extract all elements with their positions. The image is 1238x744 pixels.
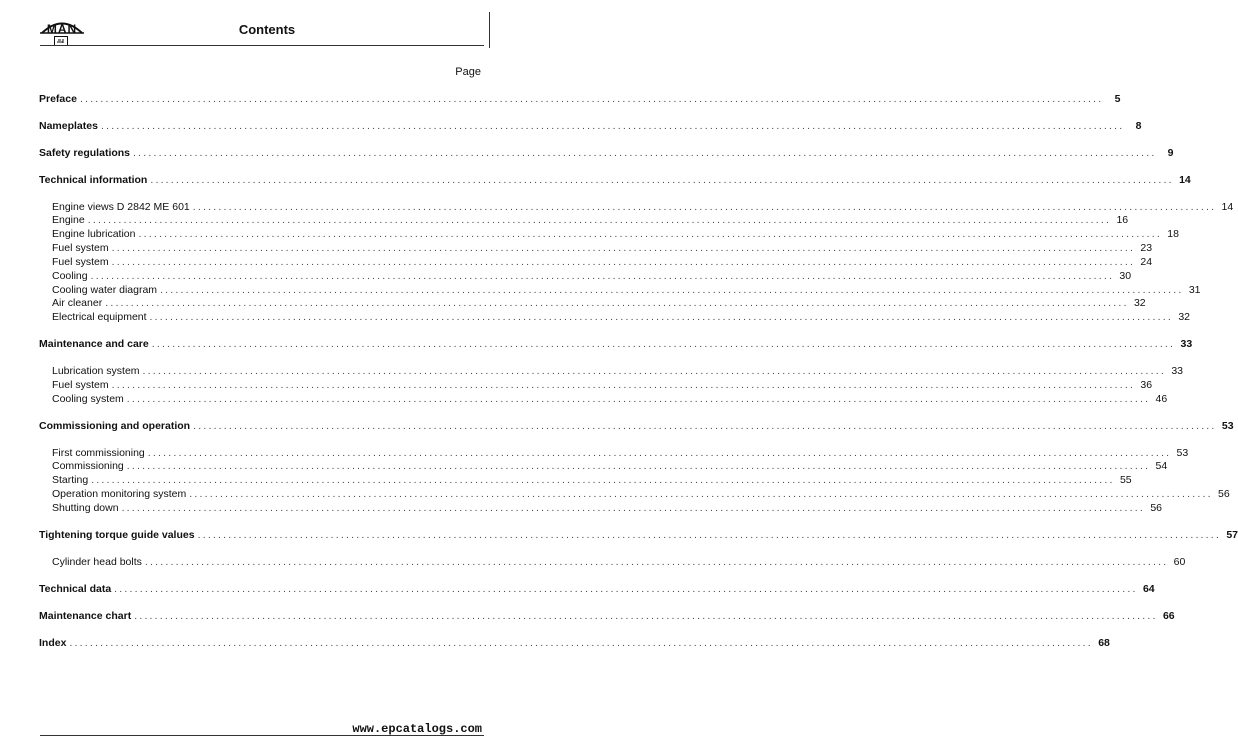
toc-entry-label: Air cleaner xyxy=(52,297,103,309)
toc-entry-page: 14 xyxy=(1221,201,1234,213)
dot-leader: ........................................................................................................................................................................................................ xyxy=(126,460,1151,472)
dot-leader: ........................................................................................................................................................................................................ xyxy=(111,256,1136,268)
toc-entry-page: 31 xyxy=(1188,284,1201,296)
toc-entry-page: 18 xyxy=(1167,228,1179,240)
toc-subsection-entry[interactable] xyxy=(52,555,1186,569)
toc-entry-page: 5 xyxy=(1114,93,1121,105)
toc-section-entry[interactable] xyxy=(39,636,1110,650)
toc-entry-label: Index xyxy=(39,637,67,649)
footer-rule xyxy=(40,735,484,736)
toc-section-entry[interactable] xyxy=(39,337,1193,351)
toc-section-entry[interactable] xyxy=(39,173,1191,187)
toc-section-entry[interactable] xyxy=(39,528,1238,542)
dot-leader: ........................................................................................................................................................................................................ xyxy=(144,556,1169,568)
toc-entry-page: 68 xyxy=(1098,637,1110,649)
toc-entry-page: 8 xyxy=(1135,120,1142,132)
toc-entry-page: 53 xyxy=(1176,447,1189,459)
dot-leader: ........................................................................................................................................................................................................ xyxy=(193,420,1217,432)
dot-leader: ........................................................................................................................................................................................................ xyxy=(134,610,1158,622)
toc-entry-label: Electrical equipment xyxy=(52,311,147,323)
toc-entry-label: Cooling xyxy=(52,270,88,282)
dot-leader: ........................................................................................................................................................................................................ xyxy=(111,379,1136,391)
dot-leader: ........................................................................................................................................................................................................ xyxy=(69,637,1093,649)
dot-leader: ........................................................................................................................................................................................................ xyxy=(111,242,1136,254)
dot-leader: ........................................................................................................................................................................................................ xyxy=(105,297,1129,309)
toc-entry-label: Engine views D 2842 ME 601 xyxy=(52,201,190,213)
toc-entry-label: Starting xyxy=(52,474,89,486)
toc-subsection-entry[interactable] xyxy=(52,296,1146,310)
toc-section-entry[interactable] xyxy=(39,582,1155,596)
toc-entry-label: Cooling system xyxy=(52,393,124,405)
toc-entry-label: Commissioning and operation xyxy=(39,420,191,432)
toc-subsection-entry[interactable] xyxy=(52,255,1153,269)
toc-subsection-entry[interactable] xyxy=(52,227,1179,241)
toc-entry-page: 33 xyxy=(1171,365,1183,377)
toc-section-entry[interactable] xyxy=(39,146,1174,160)
toc-entry-page: 60 xyxy=(1173,556,1186,568)
dot-leader: ........................................................................................................................................................................................................ xyxy=(133,147,1157,159)
dot-leader: ........................................................................................................................................................................................................ xyxy=(87,214,1112,226)
toc-entry-page: 32 xyxy=(1178,311,1190,323)
toc-subsection-entry[interactable] xyxy=(52,200,1234,214)
toc-entry-page: 66 xyxy=(1162,610,1175,622)
toc-entry-label: Maintenance and care xyxy=(39,338,149,350)
toc-entry-label: Fuel system xyxy=(52,242,109,254)
toc-entry-page: 53 xyxy=(1221,420,1234,432)
dot-leader: ........................................................................................................................................................................................................ xyxy=(138,228,1162,240)
toc-section-entry[interactable] xyxy=(39,609,1175,623)
toc-subsection-entry[interactable] xyxy=(52,392,1168,406)
dot-leader: ........................................................................................................................................................................................................ xyxy=(79,93,1104,105)
page-column-label: Page xyxy=(455,66,481,78)
toc-entry-label: Nameplates xyxy=(39,120,98,132)
toc-subsection-entry[interactable] xyxy=(52,446,1189,460)
toc-subsection-entry[interactable] xyxy=(52,269,1132,283)
toc-entry-page: 23 xyxy=(1140,242,1153,254)
dot-leader: ........................................................................................................................................................................................................ xyxy=(192,201,1217,213)
toc-subsection-entry[interactable] xyxy=(52,310,1190,324)
toc-entry-page: 56 xyxy=(1150,502,1163,514)
toc-entry-page: 57 xyxy=(1226,529,1238,541)
toc-entry-label: Tightening torque guide values xyxy=(39,529,195,541)
dot-leader: ........................................................................................................................................................................................................ xyxy=(91,474,1115,486)
toc-entry-page: 9 xyxy=(1167,147,1174,159)
toc-entry-page: 55 xyxy=(1119,474,1132,486)
toc-entry-page: 36 xyxy=(1140,379,1153,391)
toc-entry-label: Engine lubrication xyxy=(52,228,136,240)
dot-leader: ........................................................................................................................................................................................................ xyxy=(121,502,1146,514)
footer-watermark: www.epcatalogs.com xyxy=(352,722,482,736)
toc-entry-page: 16 xyxy=(1116,214,1129,226)
dot-leader: ........................................................................................................................................................................................................ xyxy=(151,338,1176,350)
toc-subsection-entry[interactable] xyxy=(52,213,1129,227)
dot-leader: ........................................................................................................................................................................................................ xyxy=(149,311,1173,323)
toc-subsection-entry[interactable] xyxy=(52,378,1153,392)
toc-entry-page: 14 xyxy=(1179,174,1191,186)
toc-entry-page: 32 xyxy=(1133,297,1146,309)
dot-leader: ........................................................................................................................................................................................................ xyxy=(142,365,1166,377)
dot-leader: ........................................................................................................................................................................................................ xyxy=(147,447,1172,459)
toc-entry-label: Cylinder head bolts xyxy=(52,556,142,568)
toc-entry-label: Technical data xyxy=(39,583,112,595)
toc-entry-label: Safety regulations xyxy=(39,147,131,159)
dot-leader: ........................................................................................................................................................................................................ xyxy=(189,488,1213,500)
toc-subsection-entry[interactable] xyxy=(52,364,1183,378)
dot-leader: ........................................................................................................................................................................................................ xyxy=(100,120,1125,132)
toc-subsection-entry[interactable] xyxy=(52,501,1163,515)
toc-section-entry[interactable] xyxy=(39,419,1234,433)
toc-entry-label: Lubrication system xyxy=(52,365,140,377)
toc-entry-label: First commissioning xyxy=(52,447,145,459)
toc-entry-page: 54 xyxy=(1155,460,1168,472)
dot-leader: ........................................................................................................................................................................................................ xyxy=(160,284,1184,296)
toc-entry-page: 64 xyxy=(1142,583,1155,595)
toc-entry-label: Operation monitoring system xyxy=(52,488,187,500)
toc-entry-label: Cooling water diagram xyxy=(52,284,158,296)
toc-entry-label: Technical information xyxy=(39,174,148,186)
toc-entry-label: Fuel system xyxy=(52,256,109,268)
dot-leader: ........................................................................................................................................................................................................ xyxy=(90,270,1115,282)
toc-entry-label: Shutting down xyxy=(52,502,119,514)
toc-entry-page: 30 xyxy=(1119,270,1132,282)
dot-leader: ........................................................................................................................................................................................................ xyxy=(114,583,1138,595)
toc-section-entry[interactable] xyxy=(39,92,1121,106)
logo-text: MAN xyxy=(46,22,78,36)
dot-leader: ........................................................................................................................................................................................................ xyxy=(150,174,1174,186)
toc-entry-page: 33 xyxy=(1180,338,1193,350)
toc-entry-label: Preface xyxy=(39,93,77,105)
dot-leader: ........................................................................................................................................................................................................ xyxy=(197,529,1222,541)
toc-subsection-entry[interactable] xyxy=(52,459,1168,473)
toc-entry-label: Engine xyxy=(52,214,85,226)
toc-subsection-entry[interactable] xyxy=(52,241,1153,255)
toc-entry-page: 56 xyxy=(1218,488,1230,500)
toc-subsection-entry[interactable] xyxy=(52,473,1132,487)
toc-section-entry[interactable] xyxy=(39,119,1142,133)
toc-entry-page: 46 xyxy=(1155,393,1168,405)
toc-entry-label: Commissioning xyxy=(52,460,124,472)
toc-subsection-entry[interactable] xyxy=(52,283,1201,297)
toc-entry-label: Fuel system xyxy=(52,379,109,391)
toc-subsection-entry[interactable] xyxy=(52,487,1230,501)
dot-leader: ........................................................................................................................................................................................................ xyxy=(126,393,1151,405)
toc-entry-page: 24 xyxy=(1140,256,1153,268)
toc-entry-label: Maintenance chart xyxy=(39,610,132,622)
page-title: Contents xyxy=(238,22,296,37)
